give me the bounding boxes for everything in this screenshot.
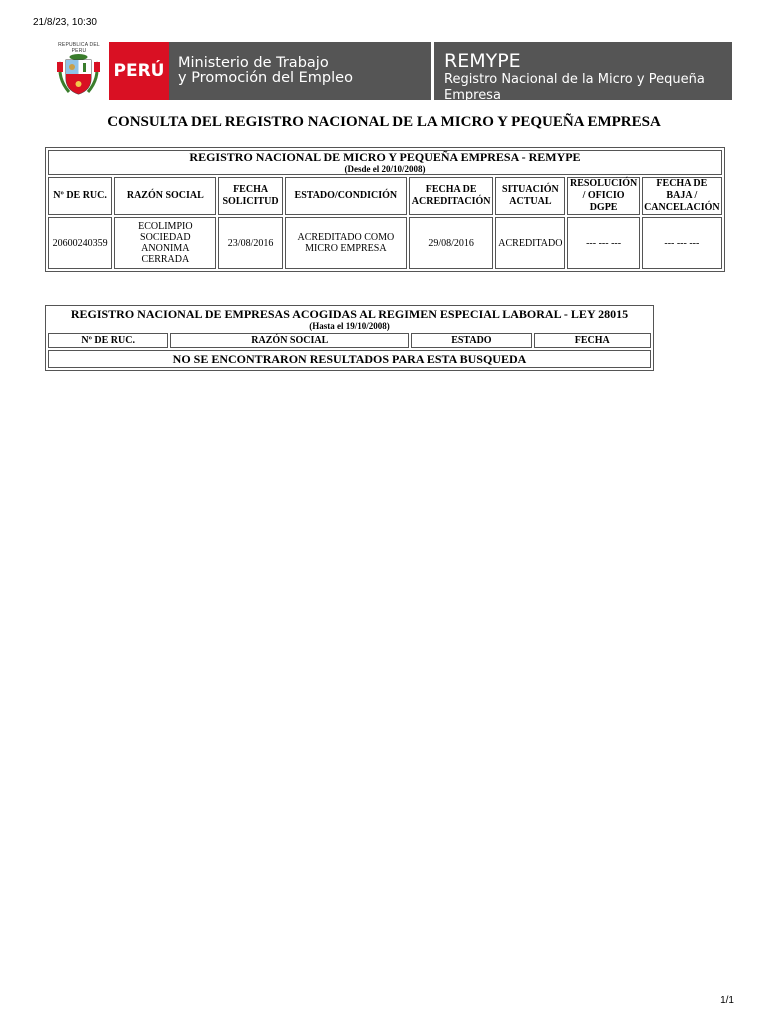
- table-row: [48, 217, 722, 269]
- header-fecha-baja: FECHA DE BAJA / CANCELACIÓN: [642, 177, 722, 215]
- cell-estado: ACREDITADO COMO MICRO EMPRESA: [285, 217, 407, 269]
- header-ruc: Nº DE RUC.: [48, 333, 168, 348]
- system-branding: [434, 42, 732, 103]
- regimen-caption-row: [48, 308, 651, 331]
- header-situacion: SITUACIÓN ACTUAL: [495, 177, 565, 215]
- header-fecha-acreditacion: FECHA DE ACREDITACIÓN: [409, 177, 493, 215]
- coat-of-arms: [51, 42, 106, 100]
- ministry-line-1: Ministerio de Trabajo: [178, 55, 329, 71]
- regimen-caption-cell: [48, 308, 651, 331]
- header-resolucion: RESOLUCIÓN / OFICIO DGPE: [567, 177, 639, 215]
- header-fecha: FECHA: [534, 333, 651, 348]
- regimen-subcaption: (Hasta el 19/10/2008): [309, 321, 390, 331]
- peru-logo: PERÚ: [109, 42, 169, 100]
- no-results-message: NO SE ENCONTRARON RESULTADOS PARA ESTA BUSQUEDA: [48, 350, 651, 368]
- cell-ruc: 20600240359: [48, 217, 112, 269]
- cell-situacion: ACREDITADO: [495, 217, 565, 269]
- cell-razon-social: ECOLIMPIO SOCIEDAD ANONIMA CERRADA: [114, 217, 216, 269]
- remype-caption-row: [48, 150, 722, 175]
- header-razon-social: RAZÓN SOCIAL: [114, 177, 216, 215]
- cell-fecha-acreditacion: 29/08/2016: [409, 217, 493, 269]
- seal-text: REPUBLICA DEL PERU: [58, 42, 100, 54]
- print-timestamp: 21/8/23, 10:30: [33, 17, 97, 28]
- regimen-table: [45, 305, 654, 371]
- regimen-caption: REGISTRO NACIONAL DE EMPRESAS ACOGIDAS AL REGIMEN ESPECIAL LABORAL - LEY 28015: [70, 307, 629, 321]
- remype-table: [45, 147, 725, 272]
- header-estado: ESTADO/CONDICIÓN: [285, 177, 407, 215]
- remype-subcaption: (Desde el 20/10/2008): [344, 164, 426, 174]
- no-results-row: [48, 350, 651, 368]
- remype-caption-cell: [48, 150, 722, 175]
- remype-caption: REGISTRO NACIONAL DE MICRO Y PEQUEÑA EMPRESA - REMYPE: [189, 150, 581, 164]
- header-ruc: Nº DE RUC.: [48, 177, 112, 215]
- ministry-line-2: y Promoción del Empleo: [178, 70, 353, 86]
- page-number: 1/1: [720, 995, 734, 1006]
- header-fecha-solicitud: FECHA SOLICITUD: [218, 177, 282, 215]
- coat-of-arms-icon: [51, 42, 106, 100]
- system-subtitle: Registro Nacional de la Micro y Pequeña Empresa: [444, 72, 705, 103]
- header-banner: [51, 42, 732, 103]
- remype-header-row: [48, 177, 722, 215]
- header-estado: ESTADO: [411, 333, 531, 348]
- ministry-name: [169, 42, 431, 100]
- cell-resolucion: --- --- ---: [567, 217, 639, 269]
- cell-fecha-solicitud: 23/08/2016: [218, 217, 282, 269]
- page-title: CONSULTA DEL REGISTRO NACIONAL DE LA MICRO Y PEQUEÑA EMPRESA: [107, 114, 661, 130]
- cell-fecha-baja: --- --- ---: [642, 217, 722, 269]
- system-title: REMYPE: [444, 50, 521, 72]
- header-razon-social: RAZÓN SOCIAL: [170, 333, 409, 348]
- regimen-header-row: [48, 333, 651, 348]
